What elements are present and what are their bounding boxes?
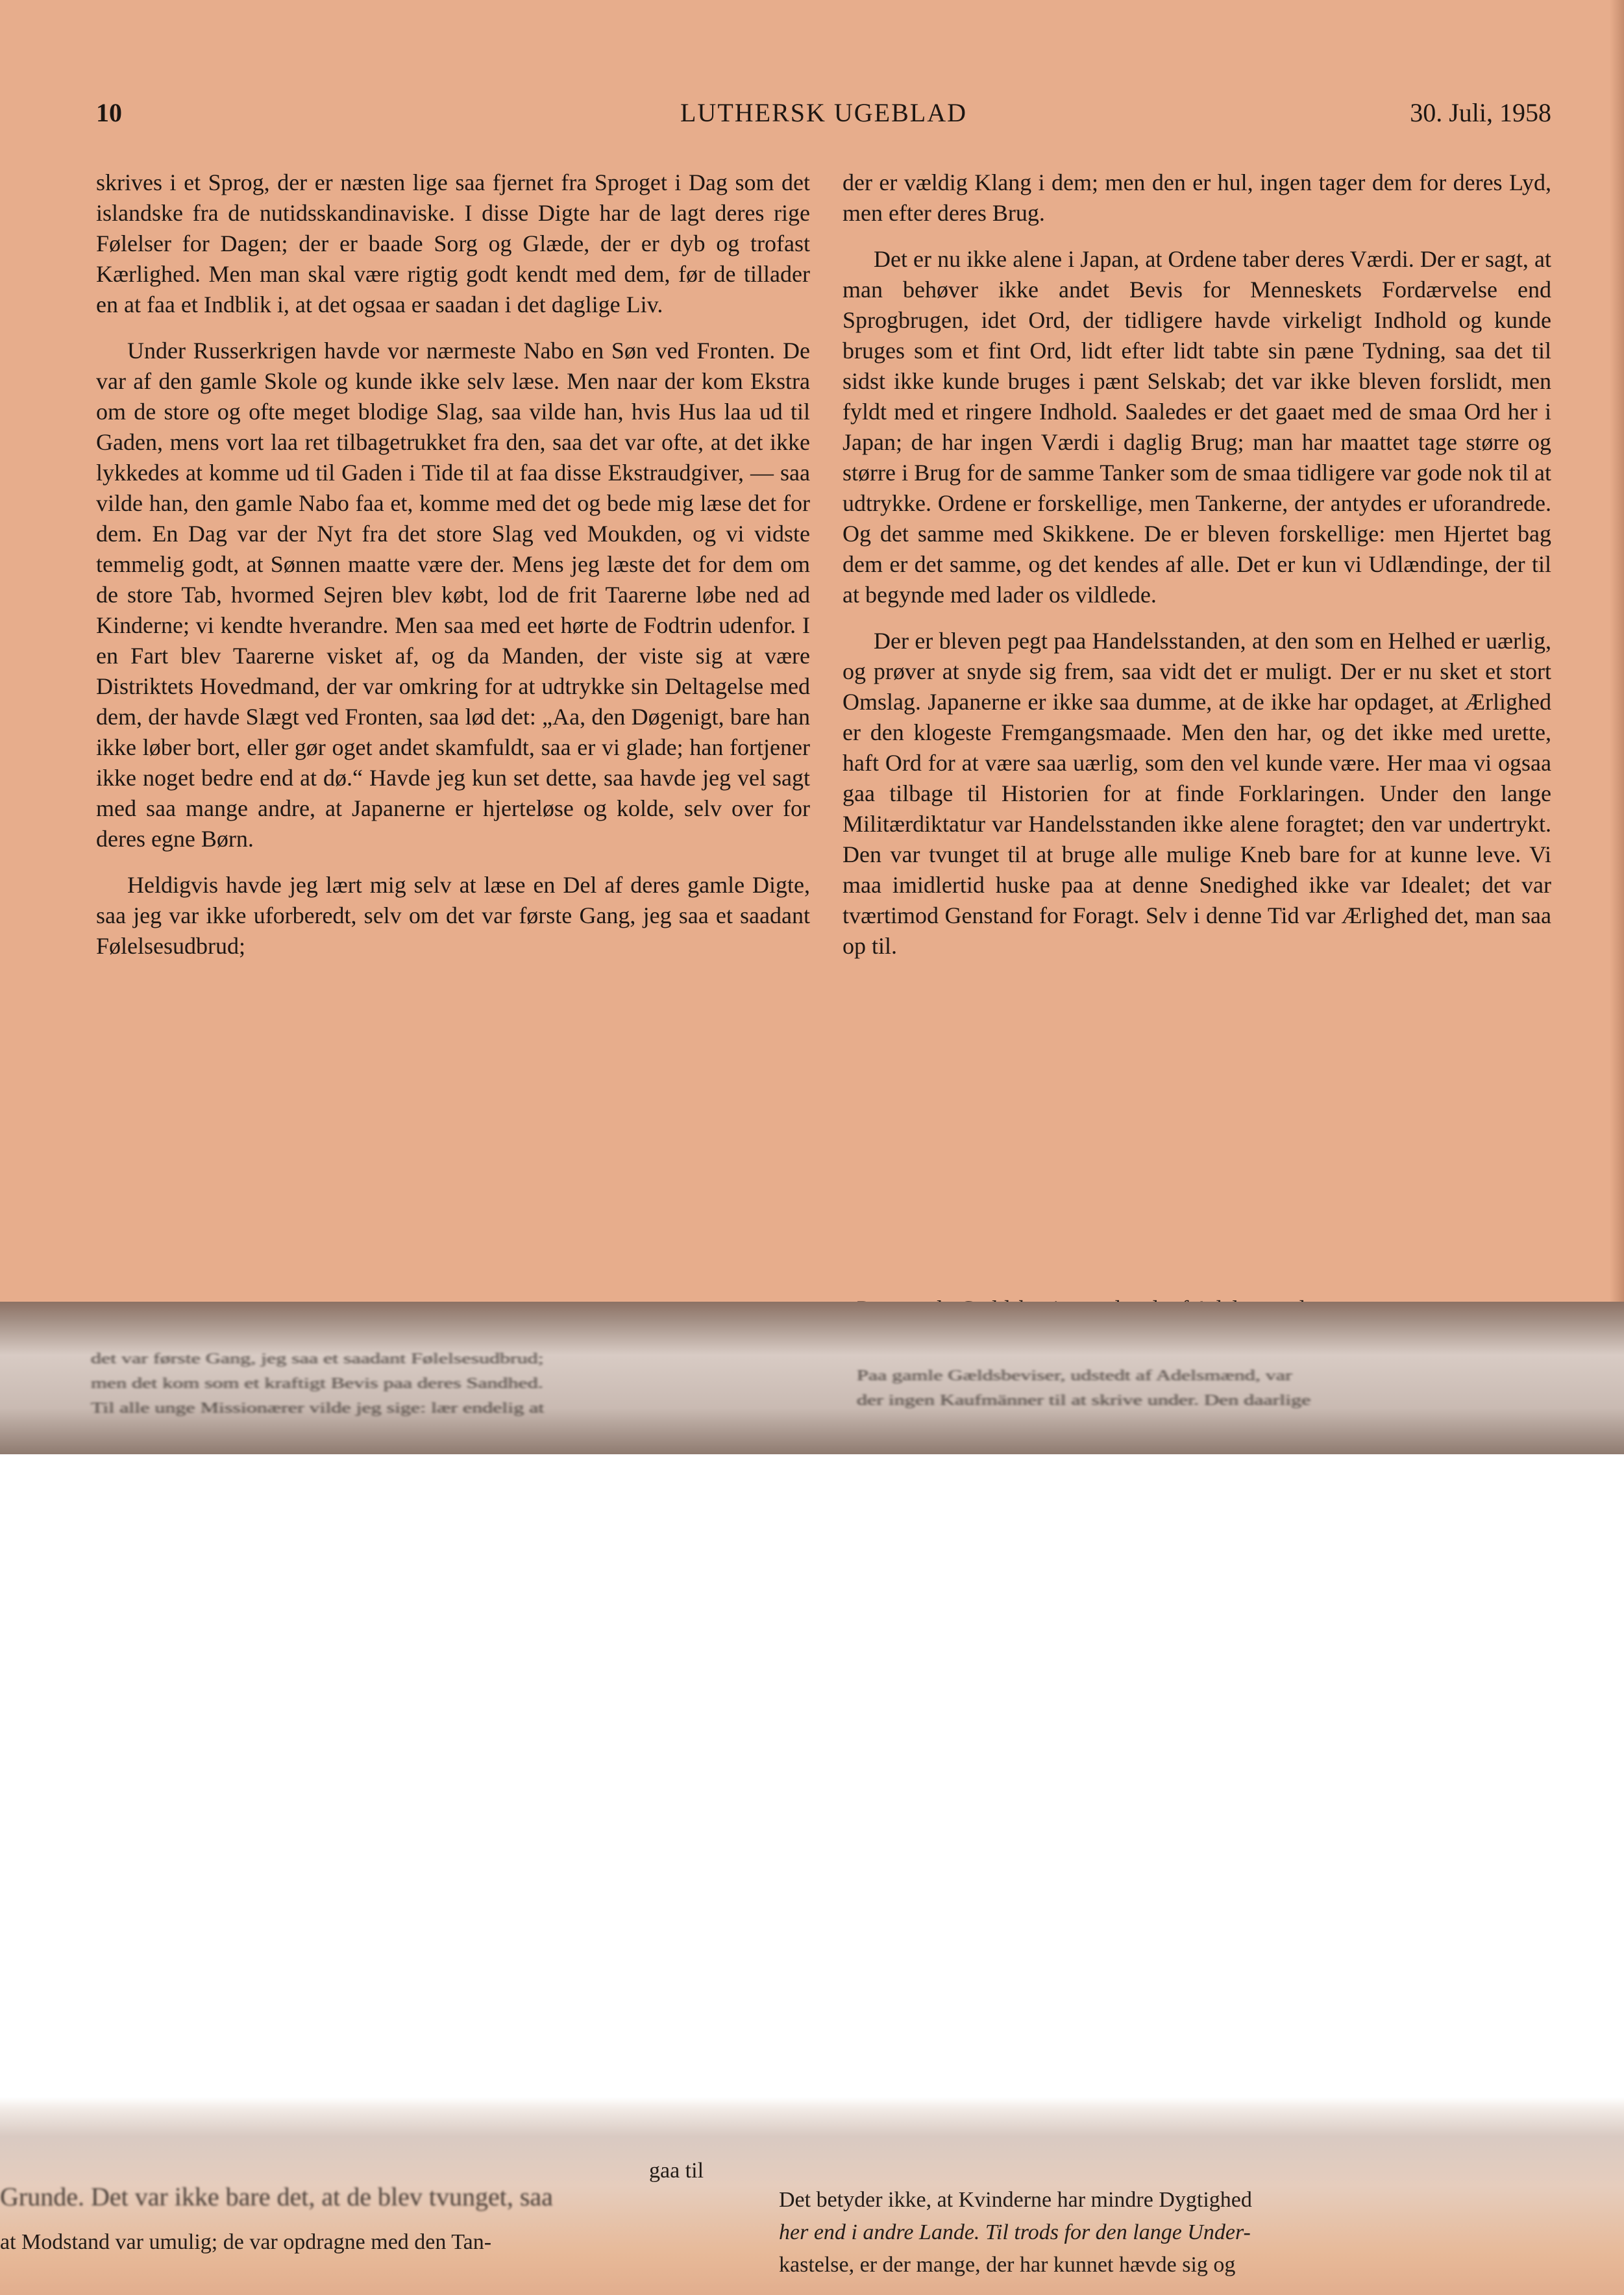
paragraph: skrives i et Sprog, der er næsten lige saa fjernet fra Sproget i Dag som det islandske fra de nutidsskandinaviske. I disse Digte har de lagt deres rige Følelser for Dagen; der er baade Sorg og Glæde, der er dyb og trofast Kærlighed. Men man skal være rigtig godt kendt med dem, før de tillader en at faa et Indblik i, at det ogsaa er saadan i det daglige Liv. (96, 169, 810, 317)
text-line: Grunde. Det var ikke bare det, at de blev tvunget, saa (0, 2182, 553, 2211)
issue-date: 30. Juli, 1958 (1410, 98, 1551, 127)
page-edge-shadow (1610, 0, 1624, 1324)
blurred-line: det var første Gang, jeg saa et saadant Følelsesudbrud; (91, 1350, 544, 1367)
blurred-line: Paa gamle Gældsbeviser, udstedt af Adelsmænd, var (857, 1367, 1292, 1383)
page-fold-blur (0, 1302, 1624, 1454)
text-line: Det betyder ikke, at Kvinderne har mindre Dygtighed (779, 2188, 1252, 2212)
newspaper-title: LUTHERSK UGEBLAD (680, 98, 967, 127)
paragraph: Under Russerkrigen havde vor nærmeste Nabo en Søn ved Fronten. De var af den gamle Skole og kunde ikke selv læse. Men naar der kom Ekstra om de store og ofte meget blodige Slag, saa vilde han, hvis Hus laa ud til Gaden, mens vort laa ret tilbagetrukket fra den, saa det var ofte, at det ikke lykkedes at komme ud til Gaden i Tide til at faa disse Ekstraudgiver, — saa vilde han, den gamle Nabo faa et, komme med det og bede mig læse det for dem. En Dag var der Nyt fra det store Slag ved Moukden, og vi vidste temmelig godt, at Sønnen maatte være der. Mens jeg læste det for dem om de store Tab, hvormed Sejren blev købt, lod de frit Taarerne løbe ned ad Kinderne; vi kendte hverandre. Men saa med eet hørte de Fodtrin udenfor. I en Fart blev Taarerne visket af, og da Manden, der viste sig at være Distriktets Hovedmand, der var omkring for at udtrykke sin Deltagelse med dem, der havde Slægt ved Fronten, saa lød det: „Aa, den Døgenigt, bare han ikke løber bort, eller gør oget andet skamfuldt, saa er vi glade; han fortjener ikke noget bedre end at dø.“ Havde jeg kun set dette, saa havde jeg vel sagt med saa mange andre, at Japanerne er hjerteløse og kolde, selv over for deres egne Børn. (96, 338, 810, 852)
right-column (843, 167, 1551, 977)
page-header (96, 97, 1551, 143)
page-number: 10 (96, 98, 122, 127)
paragraph: Der er bleven pegt paa Handelsstanden, at den som en Helhed er uærlig, og prøver at snyde sig frem, saa vidt det er muligt. Der er nu sket et stort Omslag. Japanerne er ikke saa dumme, at de ikke har opdaget, at Ærlighed er den klogeste Fremgangsmaade. Men den har, og det ikke med urette, haft Ord for at være saa uærlig, som den vel kunde være. Her maa vi ogsaa gaa tilbage til Historien for at finde Forklaringen. Under den lange Militærdiktatur var Handelsstanden ikke alene foragtet; den var undertrykt. Den var tvunget til at bruge alle mulige Kneb bare for at kunne leve. Vi maa imidlertid huske paa at denne Snedighed ikke var Idealet; det var tværtimod Genstand for Foragt. Selv i denne Tid var Ærlighed det, man saa op til. (843, 628, 1551, 959)
text-fragment: gaa til (649, 2159, 704, 2183)
left-column (96, 167, 810, 977)
blurred-line: der ingen Kaufmänner til at skrive under. Den daarlige (857, 1391, 1311, 1408)
page-bottom-strip (0, 2097, 1624, 2295)
blurred-line: men det kom som et kraftigt Bevis paa deres Sandhed. (91, 1374, 543, 1391)
blurred-line: Til alle unge Missionærer vilde jeg sige: lær endelig at (91, 1399, 545, 1416)
text-line: her end i andre Lande. Til trods for den lange Under- (779, 2220, 1251, 2244)
paragraph: der er vældig Klang i dem; men den er hul, ingen tager dem for deres Lyd, men efter deres Brug. (843, 169, 1551, 226)
text-line: kastelse, er der mange, der har kunnet hævde sig og (779, 2253, 1236, 2277)
paragraph: Heldigvis havde jeg lært mig selv at læse en Del af deres gamle Digte, saa jeg var ikke uforberedt, selv om det var første Gang, jeg saa et saadant Følelsesudbrud; (96, 872, 810, 959)
text-line: at Modstand var umulig; de var opdragne med den Tan- (0, 2230, 492, 2254)
paragraph: Det er nu ikke alene i Japan, at Ordene taber deres Værdi. Der er sagt, at man behøver ikke andet Bevis for Menneskets Fordærvelse end Sprogbrugen, idet Ord, der tidligere havde virkeligt Indhold og kunde bruges som et fint Ord, lidt efter lidt tabte sin pæne Tydning, saa det til sidst ikke kunde bruges i pænt Selskab; det var ikke bleven forslidt, men fyldt med et ringere Indhold. Saaledes er det gaaet med de smaa Ord her i Japan; de har ingen Værdi i daglig Brug; man har maattet tage større og større i Brug for de samme Tanker som de smaa tidligere var gode nok til at udtrykke. Ordene er forskellige, men Tankerne, der antydes er uforandrede. Og det samme med Skikkene. De er bleven forskellige: men Hjertet bag dem er det samme, og det kendes af alle. Det er kun vi Udlændinge, der til at begynde med lader os vildlede. (843, 246, 1551, 608)
